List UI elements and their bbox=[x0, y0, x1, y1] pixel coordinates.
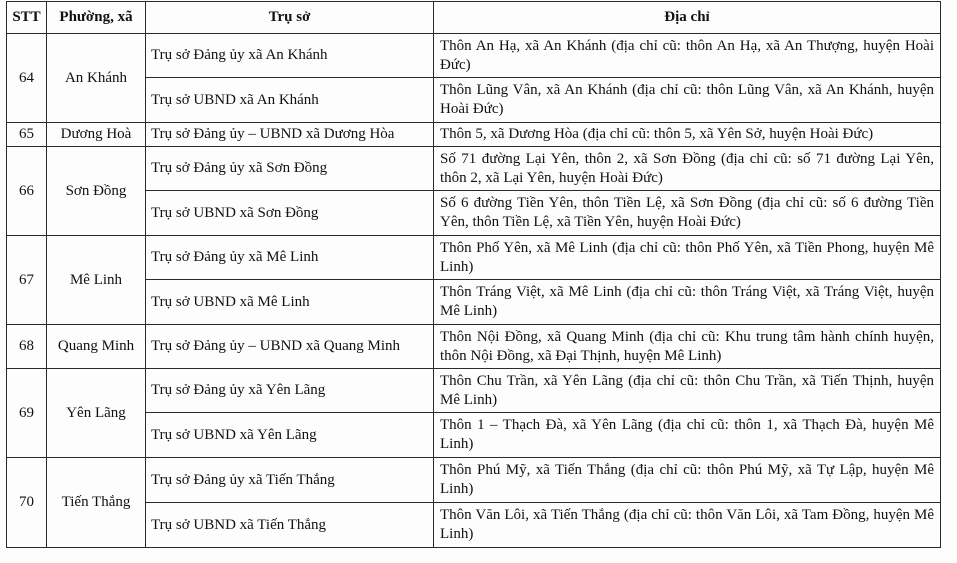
address-cell bbox=[434, 34, 941, 78]
address-text: Thôn Phú Mỹ, xã Tiến Thắng (địa chỉ cũ: thôn Phú Mỹ, xã Tự Lập, huyện Mê Linh) bbox=[440, 462, 934, 497]
address-text: Thôn Lũng Vân, xã An Khánh (địa chỉ cũ: thôn Lũng Vân, xã An Khánh, huyện Hoài Đức) bbox=[440, 82, 934, 117]
address-text: Số 71 đường Lại Yên, thôn 2, xã Sơn Đồng (địa chỉ cũ: số 71 đường Lại Yên, thôn 2, xã Lại Yên, huyện Hoài Đức) bbox=[440, 150, 934, 186]
address-cell bbox=[434, 147, 941, 191]
table-row bbox=[7, 147, 941, 191]
stt-cell: 67 bbox=[7, 236, 47, 325]
headquarters-cell: Trụ sở UBND xã Mê Linh bbox=[146, 280, 434, 325]
address-cell bbox=[434, 369, 941, 413]
headquarters-cell: Trụ sở Đảng ủy – UBND xã Quang Minh bbox=[146, 325, 434, 369]
address-cell bbox=[434, 123, 941, 147]
ward-cell: Dương Hoà bbox=[47, 123, 146, 147]
address-cell bbox=[434, 413, 941, 458]
header-stt: STT bbox=[7, 2, 47, 34]
headquarters-cell: Trụ sở Đảng ủy – UBND xã Dương Hòa bbox=[146, 123, 434, 147]
address-cell bbox=[434, 191, 941, 236]
stt-cell: 66 bbox=[7, 147, 47, 236]
table-row bbox=[7, 34, 941, 78]
table-row bbox=[7, 280, 941, 325]
table-row bbox=[7, 369, 941, 413]
address-text: Thôn Chu Trần, xã Yên Lãng (địa chỉ cũ: thôn Chu Trần, xã Tiến Thịnh, huyện Mê Linh) bbox=[440, 372, 934, 408]
address-text: Thôn 5, xã Dương Hòa (địa chỉ cũ: thôn 5, xã Yên Sở, huyện Hoài Đức) bbox=[440, 126, 874, 142]
address-text: Thôn 1 – Thạch Đà, xã Yên Lãng (địa chỉ cũ: thôn 1, xã Thạch Đà, huyện Mê Linh) bbox=[440, 417, 934, 452]
ward-cell: Sơn Đồng bbox=[47, 147, 146, 236]
headquarters-table bbox=[6, 1, 941, 548]
table-row bbox=[7, 191, 941, 236]
ward-cell: Tiến Thắng bbox=[47, 458, 146, 548]
table-row bbox=[7, 123, 941, 147]
ward-cell: Mê Linh bbox=[47, 236, 146, 325]
table-body bbox=[7, 34, 941, 548]
table-header-row bbox=[7, 2, 941, 34]
ward-cell: Yên Lãng bbox=[47, 369, 146, 458]
stt-cell: 68 bbox=[7, 325, 47, 369]
address-text: Thôn Tráng Việt, xã Mê Linh (địa chỉ cũ: thôn Tráng Việt, xã Tráng Việt, huyện Mê Linh) bbox=[440, 284, 934, 319]
table-row bbox=[7, 503, 941, 548]
address-text: Thôn Nội Đồng, xã Quang Minh (địa chỉ cũ: Khu trung tâm hành chính huyện, thôn Nội Đồng, xã Đại Thịnh, huyện Mê Linh) bbox=[440, 328, 934, 364]
stt-cell: 69 bbox=[7, 369, 47, 458]
address-text: Thôn An Hạ, xã An Khánh (địa chỉ cũ: thôn An Hạ, xã An Thượng, huyện Hoài Đức) bbox=[440, 37, 934, 73]
header-headquarters: Trụ sở bbox=[146, 2, 434, 34]
table-row bbox=[7, 236, 941, 280]
headquarters-cell: Trụ sở Đảng ủy xã Yên Lãng bbox=[146, 369, 434, 413]
address-cell bbox=[434, 458, 941, 503]
stt-cell: 65 bbox=[7, 123, 47, 147]
address-text: Số 6 đường Tiền Yên, thôn Tiền Lệ, xã Sơn Đồng (địa chỉ cũ: số 6 đường Tiền Yên, thôn Tiền Lệ, xã Tiền Yên, huyện Hoài Đức) bbox=[440, 195, 934, 230]
table-row bbox=[7, 325, 941, 369]
table-row bbox=[7, 458, 941, 503]
headquarters-cell: Trụ sở Đảng ủy xã Mê Linh bbox=[146, 236, 434, 280]
ward-cell: Quang Minh bbox=[47, 325, 146, 369]
stt-cell: 70 bbox=[7, 458, 47, 548]
headquarters-cell: Trụ sở Đảng ủy xã Sơn Đồng bbox=[146, 147, 434, 191]
headquarters-cell: Trụ sở Đảng ủy xã An Khánh bbox=[146, 34, 434, 78]
address-cell bbox=[434, 236, 941, 280]
address-cell bbox=[434, 503, 941, 548]
table-row bbox=[7, 78, 941, 123]
address-cell bbox=[434, 78, 941, 123]
address-text: Thôn Văn Lôi, xã Tiến Thắng (địa chỉ cũ: thôn Văn Lôi, xã Tam Đồng, huyện Mê Linh) bbox=[440, 507, 934, 542]
header-ward: Phường, xã bbox=[47, 2, 146, 34]
header-address: Địa chỉ bbox=[434, 2, 941, 34]
address-text: Thôn Phố Yên, xã Mê Linh (địa chỉ cũ: thôn Phố Yên, xã Tiền Phong, huyện Mê Linh) bbox=[440, 239, 934, 275]
headquarters-cell: Trụ sở UBND xã An Khánh bbox=[146, 78, 434, 123]
address-cell bbox=[434, 280, 941, 325]
headquarters-cell: Trụ sở UBND xã Sơn Đồng bbox=[146, 191, 434, 236]
headquarters-cell: Trụ sở Đảng ủy xã Tiến Thắng bbox=[146, 458, 434, 503]
ward-cell: An Khánh bbox=[47, 34, 146, 123]
headquarters-cell: Trụ sở UBND xã Yên Lãng bbox=[146, 413, 434, 458]
stt-cell: 64 bbox=[7, 34, 47, 123]
address-cell bbox=[434, 325, 941, 369]
table-row bbox=[7, 413, 941, 458]
headquarters-cell: Trụ sở UBND xã Tiến Thắng bbox=[146, 503, 434, 548]
